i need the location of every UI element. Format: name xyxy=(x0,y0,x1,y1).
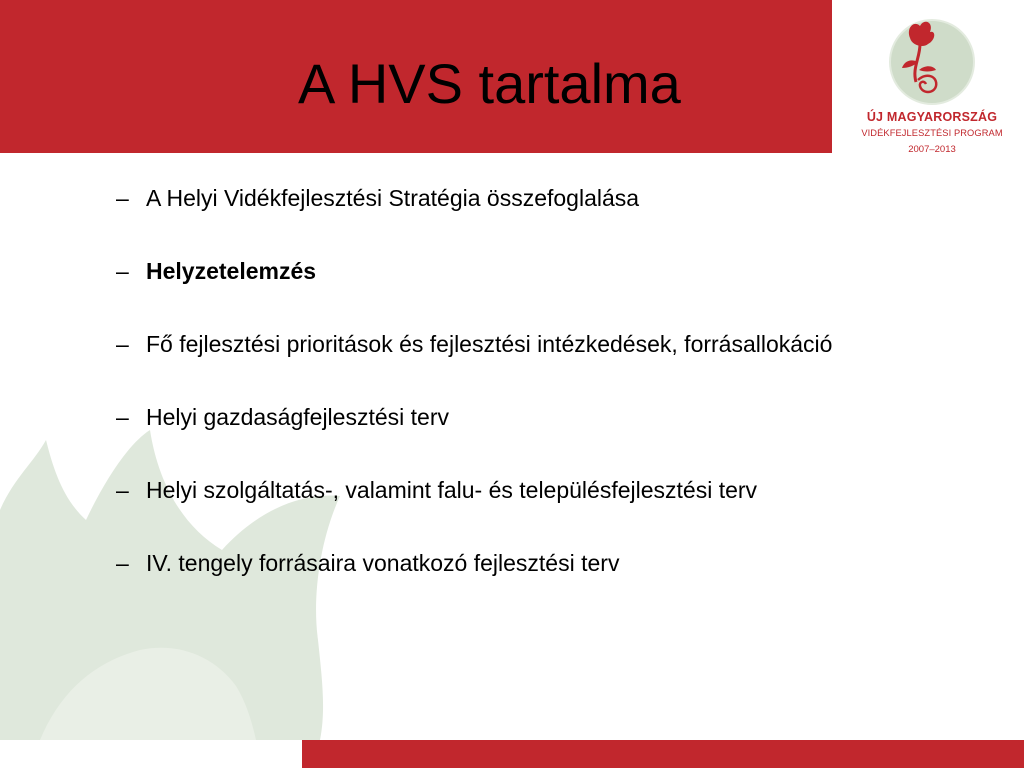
list-item-text: Helyi szolgáltatás-, valamint falu- és településfejlesztési terv xyxy=(146,477,758,503)
list-item xyxy=(116,402,996,432)
rose-emblem-icon xyxy=(840,14,1024,110)
bullet-dash: – xyxy=(116,331,129,357)
list-item-text: Fő fejlesztési prioritások és fejlesztési intézkedések, forrásallokáció xyxy=(146,331,833,357)
slide-title: A HVS tartalma xyxy=(298,52,681,115)
list-item xyxy=(116,256,996,286)
footer-band xyxy=(302,740,1024,768)
list-item-text: Helyzetelemzés xyxy=(146,258,317,284)
list-item-text: IV. tengely forrásaira vonatkozó fejlesztési terv xyxy=(146,550,620,576)
list-item xyxy=(116,329,996,359)
bullet-dash: – xyxy=(116,404,129,430)
logo-line-3: 2007–2013 xyxy=(908,144,956,155)
list-item xyxy=(116,548,996,578)
logo-line-1: ÚJ MAGYARORSZÁG xyxy=(866,110,998,124)
list-item xyxy=(116,475,996,505)
list-item xyxy=(116,183,996,213)
bullet-dash: – xyxy=(116,258,129,284)
list-item-text: A Helyi Vidékfejlesztési Stratégia összefoglalása xyxy=(146,185,640,211)
bullet-dash: – xyxy=(116,477,129,503)
bullet-dash: – xyxy=(116,185,129,211)
bullet-list xyxy=(116,183,996,621)
bullet-dash: – xyxy=(116,550,129,576)
list-item-text: Helyi gazdaságfejlesztési terv xyxy=(146,404,449,430)
logo-line-2: VIDÉKFEJLESZTÉSI PROGRAM xyxy=(861,128,1003,138)
program-logo xyxy=(840,14,1024,159)
